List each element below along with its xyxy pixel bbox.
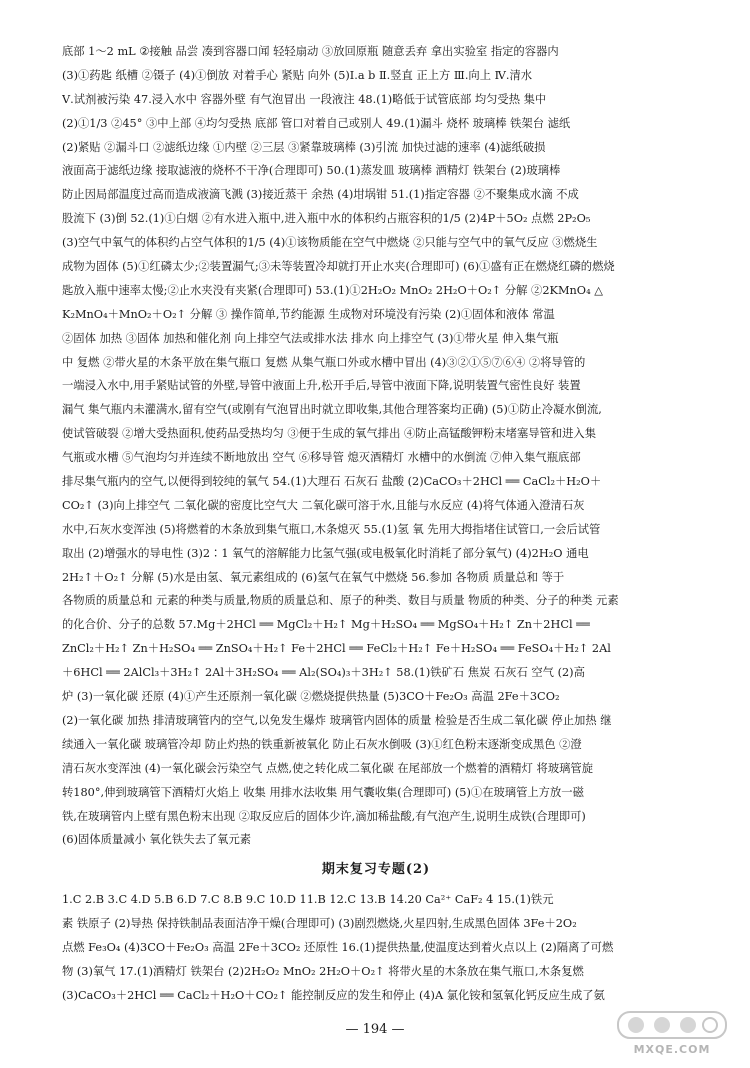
answer-block-part-1	[62, 40, 690, 852]
answer-line: 匙放入瓶中速率太慢;②止水夹没有夹紧(合理即可) 53.(1)①2H₂O₂ MnO₂ 2H₂O＋O₂↑ 分解 ②2KMnO₄ △	[62, 283, 603, 297]
answer-line: 防止因局部温度过高而造成液滴飞溅 (3)接近蒸干 余热 (4)坩埚钳 51.(1)指定容器 ②不聚集成水滴 不成	[62, 188, 579, 202]
answer-line: ZnCl₂＋H₂↑ Zn＋H₂SO₄ ══ ZnSO₄＋H₂↑ Fe＋2HCl ══ FeCl₂＋H₂↑ Fe＋H₂SO₄ ══ FeSO₄＋H₂↑ 2Al	[62, 642, 611, 656]
answer-line: 取出 (2)增强水的导电性 (3)2∶1 氧气的溶解能力比氢气强(或电极氧化时消耗了部分氧气) (4)2H₂O 通电	[62, 546, 589, 560]
answer-line: 排尽集气瓶内的空气,以便得到较纯的氧气 54.(1)大理石 石灰石 盐酸 (2)CaCO₃＋2HCl ══ CaCl₂＋H₂O＋	[62, 475, 602, 489]
answer-line: (3)①药匙 纸槽 ②镊子 (4)①倒放 对着手心 紧贴 向外 (5)Ⅰ.a b Ⅱ.竖直 正上方 Ⅲ.向上 Ⅳ.清水	[62, 68, 533, 82]
answer-line: 成物为固体 (5)①红磷太少;②装置漏气;③未等装置冷却就打开止水夹(合理即可) (6)①盛有正在燃烧红磷的燃烧	[62, 260, 615, 274]
answer-line: 1.C 2.B 3.C 4.D 5.B 6.D 7.C 8.B 9.C 10.D 11.B 12.C 13.B 14.20 Ca²⁺ CaF₂ 4 15.(1)铁元	[62, 893, 554, 907]
answer-line: 2H₂↑＋O₂↑ 分解 (5)水是由氢、氧元素组成的 (6)氢气在氧气中燃烧 56.参加 各物质 质量总和 等于	[62, 570, 565, 584]
watermark-badge-icon	[612, 1008, 732, 1042]
answer-line: CO₂↑ (3)向上排空气 二氧化碳的密度比空气大 二氧化碳可溶于水,且能与水反应 (4)将气体通入澄清石灰	[62, 498, 585, 512]
answer-line: 中 复燃 ②带火星的木条平放在集气瓶口 复燃 从集气瓶口外或水槽中冒出 (4)③②①⑤⑦⑥④ ②将导管的	[62, 355, 586, 369]
answer-line: (3)空气中氧气的体积约占空气体积的1/5 (4)①该物质能在空气中燃烧 ②只能与空气中的氧气反应 ③燃烧生	[62, 236, 598, 250]
answer-line: 各物质的质量总和 元素的种类与质量,物质的质量总和、原子的种类、数目与质量 物质的种类、分子的种类 元素	[62, 594, 619, 608]
section-title: 期末复习专题(2)	[321, 862, 431, 878]
answer-line: 点燃 Fe₃O₄ (4)3CO＋Fe₂O₃ 高温 2Fe＋3CO₂ 还原性 16.(1)提供热量,使温度达到着火点以上 (2)隔离了可燃	[62, 941, 614, 955]
page-number: — 194 —	[345, 1022, 405, 1037]
answer-line: Ⅴ.试剂被污染 47.浸入水中 容器外壁 有气泡冒出 一段液注 48.(1)略低于试管底部 均匀受热 集中	[62, 92, 547, 106]
answer-line: ＋6HCl ══ 2AlCl₃＋3H₂↑ 2Al＋3H₂SO₄ ══ Al₂(SO₄)₃＋3H₂↑ 58.(1)铁矿石 焦炭 石灰石 空气 (2)高	[62, 666, 585, 680]
answer-line: 底部 1～2 mL ②接触 品尝 凑到容器口闻 轻轻扇动 ③放回原瓶 随意丢弃 拿出实验室 指定的容器内	[62, 45, 559, 58]
answer-line: 漏气 集气瓶内未灌满水,留有空气(或刚有气泡冒出时就立即收集,其他合理答案均正确) (5)①防止冷凝水倒流,	[62, 403, 602, 417]
answer-line: 的化合价、分子的总数 57.Mg＋2HCl ══ MgCl₂＋H₂↑ Mg＋H₂SO₄ ══ MgSO₄＋H₂↑ Zn＋2HCl ══	[62, 618, 590, 632]
answer-page	[62, 40, 690, 1008]
answer-line: K₂MnO₄＋MnO₂＋O₂↑ 分解 ③ 操作简单,节约能源 生成物对环境没有污染 (2)①固体和液体 常温	[62, 307, 555, 321]
answer-line: 气瓶或水槽 ⑤气泡均匀并连续不断地放出 空气 ⑥移导管 熄灭酒精灯 水槽中的水倒流 ⑦伸入集气瓶底部	[62, 451, 581, 465]
answer-line: 铁,在玻璃管内上壁有黑色粉末出现 ②取反应后的固体少许,滴加稀盐酸,有气泡产生,说明生成铁(合理即可)	[62, 809, 586, 823]
answer-line: 液面高于滤纸边缘 接取滤液的烧杯不干净(合理即可) 50.(1)蒸发皿 玻璃棒 酒精灯 铁架台 (2)玻璃棒	[62, 164, 561, 178]
answer-line: 使试管破裂 ②增大受热面积,使药品受热均匀 ③便于生成的氧气排出 ④防止高锰酸钾粉末堵塞导管和进入集	[62, 427, 597, 441]
answer-line: 物 (3)氧气 17.(1)酒精灯 铁架台 (2)2H₂O₂ MnO₂ 2H₂O＋O₂↑ 将带火星的木条放在集气瓶口,木条复燃	[62, 964, 584, 978]
answer-line: 续通入一氧化碳 玻璃管冷却 防止灼热的铁重新被氧化 防止石灰水倒吸 (3)①红色粉末逐渐变成黑色 ②澄	[62, 737, 582, 751]
watermark-logo	[612, 1008, 732, 1056]
answer-line: 清石灰水变浑浊 (4)一氧化碳会污染空气 点燃,使之转化成二氧化碳 在尾部放一个燃着的酒精灯 将玻璃管旋	[62, 761, 594, 775]
answer-line: 水中,石灰水变浑浊 (5)将燃着的木条放到集气瓶口,木条熄灭 55.(1)氢 氧 先用大拇指堵住试管口,一会后试管	[62, 522, 601, 536]
answer-line: 素 铁原子 (2)导热 保持铁制品表面洁净干燥(合理即可) (3)剧烈燃烧,火星四射,生成黑色固体 3Fe＋2O₂	[62, 917, 577, 931]
answer-line: 一端浸入水中,用手紧贴试管的外壁,导管中液面上升,松开手后,导管中液面下降,说明装置气密性良好 装置	[62, 379, 581, 393]
answer-line: (2)①1/3 ②45° ③中上部 ④均匀受热 底部 管口对着自己或别人 49.(1)漏斗 烧杯 玻璃棒 铁架台 滤纸	[62, 116, 571, 130]
answer-block-part-2	[62, 888, 690, 1007]
answer-line: 转180°,伸到玻璃管下酒精灯火焰上 收集 用排水法收集 用气囊收集(合理即可) (5)①在玻璃管上方放一磁	[62, 785, 584, 799]
answer-line: (3)CaCO₃＋2HCl ══ CaCl₂＋H₂O＋CO₂↑ 能控制反应的发生和停止 (4)A 氯化铵和氢氧化钙反应生成了氨	[62, 988, 605, 1002]
watermark-text: MXQE.COM	[633, 1043, 711, 1056]
answer-line: 炉 (3)一氧化碳 还原 (4)①产生还原剂一氧化碳 ②燃烧提供热量 (5)3CO＋Fe₂O₃ 高温 2Fe＋3CO₂	[62, 690, 560, 704]
answer-line: (2)一氧化碳 加热 排清玻璃管内的空气,以免发生爆炸 玻璃管内固体的质量 检验是否生成二氧化碳 停止加热 继	[62, 713, 612, 727]
answer-line: 股流下 (3)倒 52.(1)①白烟 ②有水进入瓶中,进入瓶中水的体积约占瓶容积的1/5 (2)4P＋5O₂ 点燃 2P₂O₅	[62, 212, 591, 226]
answer-line: ②固体 加热 ③固体 加热和催化剂 向上排空气法或排水法 排水 向上排空气 (3)①带火星 伸入集气瓶	[62, 331, 559, 345]
answer-line: (2)紧贴 ②漏斗口 ②滤纸边缘 ①内壁 ②三层 ③紧靠玻璃棒 (3)引流 加快过滤的速率 (4)滤纸破损	[62, 140, 546, 154]
answer-line: (6)固体质量减小 氧化铁失去了氧元素	[62, 833, 252, 847]
